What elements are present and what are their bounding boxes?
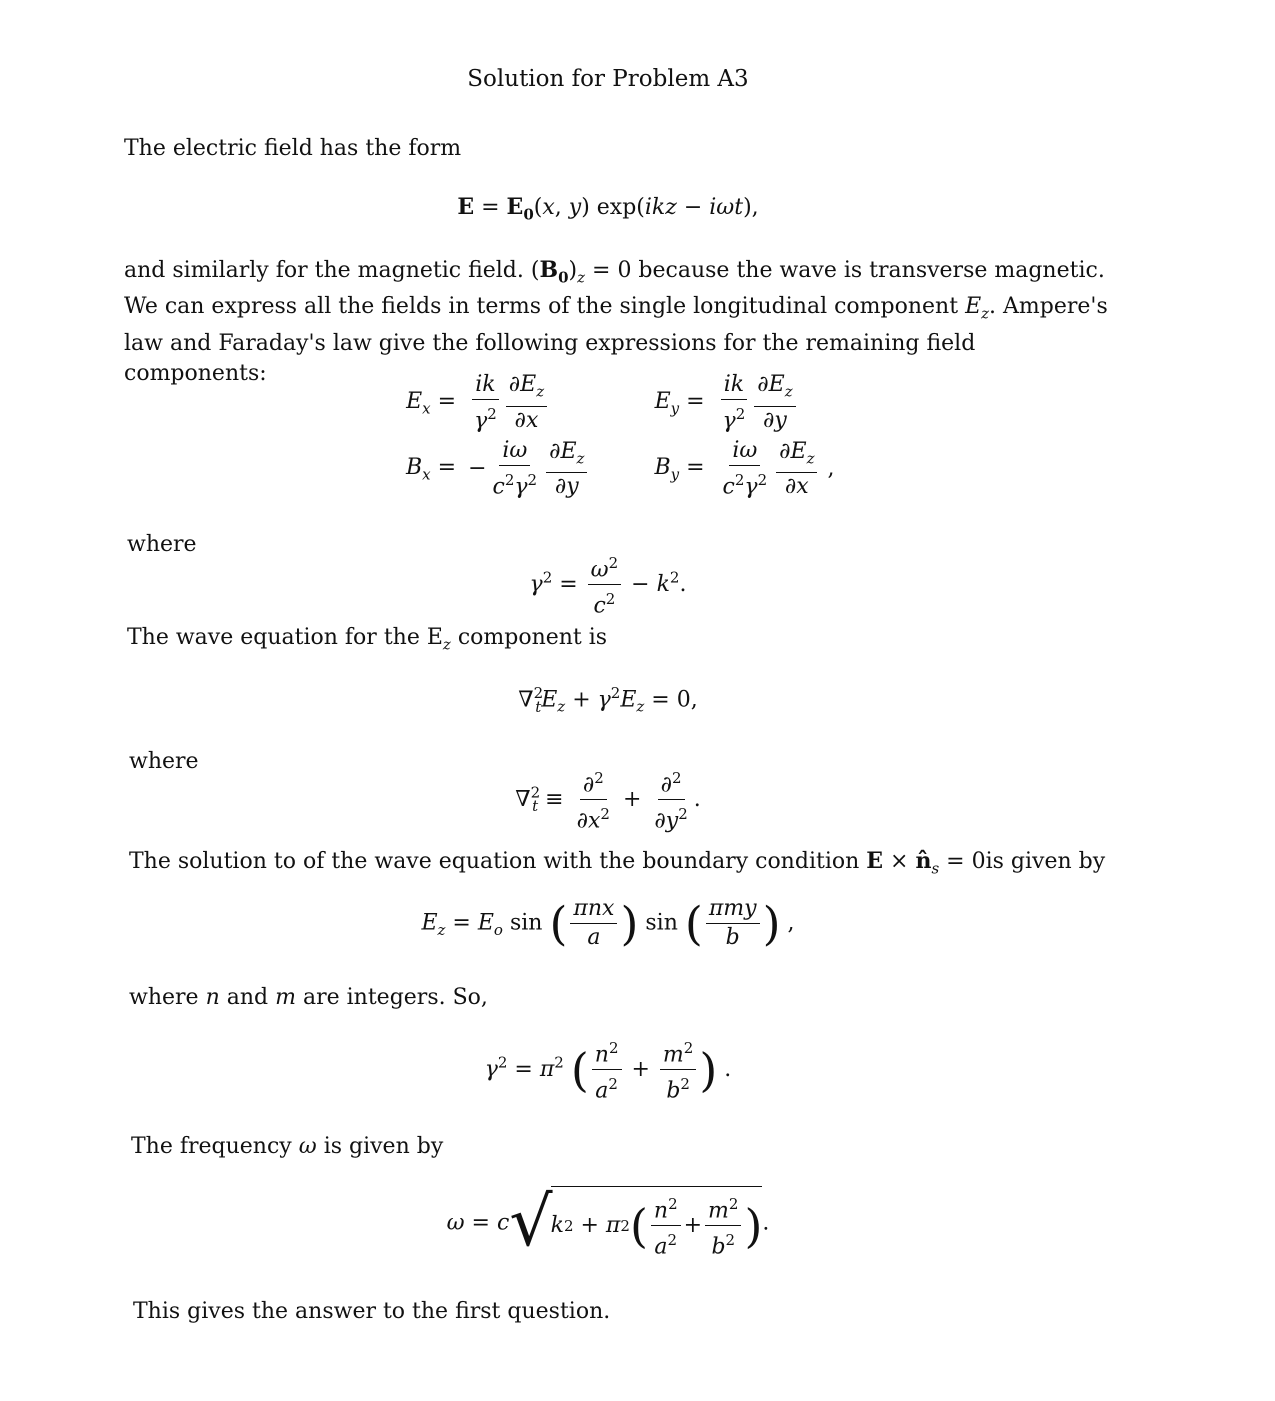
equation-field-components: $E_x$ = $\frac{ik}{\gamma^2}$ $\frac{\partial E_z}{\partial x}$ $E_y$ = $\frac{ik}{\gamma^2}$ $\frac{\partial E_z}{\partial y}$ $B_x$ = − $\frac{i\omega}{c^2\gamma^2}$ $\frac{\partial E_z}{\partial y}$ $B_y$ = $\frac{i\omega}{c^2\gamma^2}$ $\frac{\partial E_z}{\partial x}$ , [406,372,835,500]
paragraph-conclusion: This gives the answer to the first question. [133,1299,611,1324]
page-title: Solution for Problem A3 [467,66,749,92]
where-label-2: where [129,749,199,774]
paragraph-wave-eq: The wave equation for the $E_z$ component is [127,625,608,654]
where-label-1: where [127,532,197,557]
equation-wave: $\nabla^2_tE_z + \gamma^2E_z = 0$, [518,684,698,716]
equation-laplacian: ∇$^2_t$ ≡ $\frac{\partial^2}{\partial x^2}$ + $\frac{\partial^2}{\partial y^2}$ . [0,765,1216,835]
paragraph-integers: where n and m are integers. So, [129,985,488,1010]
paragraph-tm: and similarly for the magnetic field. $(B_0)_z = 0$ because the wave is transverse magnetic. We can express all the fields in terms of the single longitudinal component $E_z$. Ampere's law and Faraday's law give the following expressions for the remaining field components: [124,257,1108,386]
equation-e-field: $E = E_0(x$, y) exp(ikz − iωt), [457,194,759,224]
equation-gamma-def: $\gamma^2$ = $\frac{\omega^2}{c^2}$ − $k^2$. [0,550,1216,620]
equation-ez-solution: $E_z = E_o$ sin ( πnx a ) sin ( πmy b ) , [421,896,795,951]
equation-gamma-nm: $\gamma^2 = \pi^2$ ( $\frac{n^2}{a^2}$ + $\frac{m^2}{b^2}$ ) . [0,1035,1216,1105]
paragraph-frequency: The frequency ω is given by [131,1134,444,1159]
paragraph-solution: The solution to of the wave equation with the boundary condition $E \times n̂_s = 0is$ given by [129,848,1106,878]
paragraph-intro: The electric field has the form [124,136,462,161]
equation-omega: ω = c √ k 2 + π 2 ( $n^2$ $a^2$ + $m^2$ $b^2$ ) . [446,1183,770,1263]
